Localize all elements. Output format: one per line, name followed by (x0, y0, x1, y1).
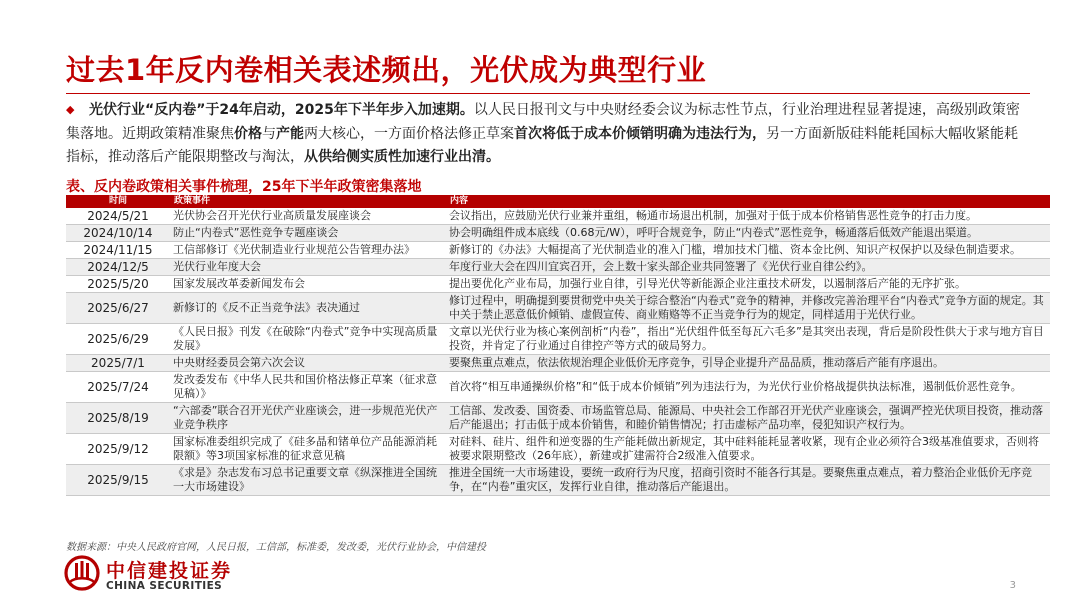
title-divider (66, 93, 1030, 94)
row-event: 新修订的《反不正当竞争法》表决通过 (170, 293, 446, 324)
row-event: “六部委”联合召开光伏产业座谈会，进一步规范光伏产业竞争秩序 (170, 403, 446, 434)
table-row (66, 434, 1050, 465)
lead-bold-1: 光伏行业“反内卷”于24年启动，2025年下半年步入加速期。 (89, 102, 474, 118)
events-table-body (66, 208, 1050, 496)
row-date: 2025/8/19 (66, 403, 170, 434)
row-content: 首次将“相互串通操纵价格”和“低于成本价倾销”列为违法行为，为光伏行业价格战提供执法标准，遏制低价恶性竞争。 (446, 372, 1050, 403)
row-date: 2024/10/14 (66, 225, 170, 242)
lead-text-8: 另一方面新版硅料能耗国标大幅收紧能耗指标，推动落后产能限期整改与淘汰， (66, 125, 1018, 165)
header-content: 内容 (446, 195, 1050, 208)
lead-paragraph (66, 98, 1028, 170)
lead-text-4: 与 (262, 125, 276, 142)
row-event: 光伏协会召开光伏行业高质量发展座谈会 (170, 208, 446, 225)
row-date: 2025/9/15 (66, 465, 170, 496)
row-event: 防止“内卷式”恶性竞争专题座谈会 (170, 225, 446, 242)
table-row (66, 225, 1050, 242)
lead-bold-3: 价格 (234, 125, 262, 142)
table-row (66, 242, 1050, 259)
row-event: 光伏行业年度大会 (170, 259, 446, 276)
header-date: 时间 (66, 195, 170, 208)
row-date: 2025/9/12 (66, 434, 170, 465)
lead-bold-9: 从供给侧实质性加速行业出清。 (304, 149, 500, 165)
row-content: 修订过程中，明确提到要贯彻党中央关于综合整治“内卷式”竞争的精神，并修改完善治理平台“内卷式”竞争方面的规定。其中关于禁止恶意低价倾销、虚假宣传、商业贿赂等不正当竞争行为的规定，同样适用于光伏行业。 (446, 293, 1050, 324)
row-event: 工信部修订《光伏制造业行业规范公告管理办法》 (170, 242, 446, 259)
table-row (66, 465, 1050, 496)
row-content: 对硅料、硅片、组件和逆变器的生产能耗做出新规定，其中硅料能耗显著收紧，现有企业必须符合3级基准值要求，否则将被要求限期整改（26年底），新建或扩建需符合2级准入值要求。 (446, 434, 1050, 465)
row-content: 会议指出，应鼓励光伏行业兼并重组，畅通市场退出机制，加强对于低于成本价格销售恶性竞争的打击力度。 (446, 208, 1050, 225)
row-content: 新修订的《办法》大幅提高了光伏制造业的准入门槛，增加技术门槛、资本金比例、知识产权保护以及绿色制造要求。 (446, 242, 1050, 259)
lead-bold-7: 首次将低于成本价倾销明确为违法行为， (514, 125, 766, 142)
diamond-bullet-icon: ◆ (66, 103, 75, 116)
row-content: 协会明确组件成本底线（0.68元/W），呼吁合规竞争，防止“内卷式”恶性竞争，畅通落后低效产能退出渠道。 (446, 225, 1050, 242)
row-date: 2025/7/1 (66, 355, 170, 372)
table-row (66, 208, 1050, 225)
page-title: 过去1年反内卷相关表述频出，光伏成为典型行业 (66, 53, 707, 87)
row-date: 2024/11/15 (66, 242, 170, 259)
logo-name-cn: 中信建投证券 (106, 560, 233, 582)
row-event: 国家标准委组织完成了《硅多晶和锗单位产品能源消耗限额》等3项国家标准的征求意见稿 (170, 434, 446, 465)
logo-name-en: CHINA SECURITIES (106, 580, 223, 592)
table-row (66, 293, 1050, 324)
row-date: 2024/5/21 (66, 208, 170, 225)
table-title: 表、反内卷政策相关事件梳理，25年下半年政策密集落地 (66, 179, 422, 195)
row-content: 要聚焦重点难点，依法依规治理企业低价无序竞争，引导企业提升产品品质，推动落后产能有序退出。 (446, 355, 1050, 372)
table-row (66, 403, 1050, 434)
table-row (66, 355, 1050, 372)
table-row (66, 324, 1050, 355)
row-event: 《人民日报》刊发《在破除“内卷式”竞争中实现高质量发展》 (170, 324, 446, 355)
lead-text-2: 以人民日报刊文与中央财经委会议为标志性节点，行业治理进程显著提速，高级别政策密集落地。近期政策精准聚焦 (66, 102, 1020, 142)
row-content: 工信部、发改委、国资委、市场监管总局、能源局、中央社会工作部召开光伏产业座谈会，强调严控光伏项目投资，推动落后产能退出；打击低于成本价销售，和睦价销售情况；打击虚标产品功率，侵犯知识产权行为。 (446, 403, 1050, 434)
lead-text-6: 两大核心，一方面价格法修正草案 (304, 125, 514, 142)
row-date: 2025/6/27 (66, 293, 170, 324)
page-number: 3 (1009, 580, 1016, 591)
lead-bold-5: 产能 (276, 125, 304, 142)
row-content: 推进全国统一大市场建设，要统一政府行为尺度，招商引资时不能各行其是。要聚焦重点难点，着力整治企业低价无序竞争，在“内卷”重灾区，发挥行业自律，推动落后产能退出。 (446, 465, 1050, 496)
row-content: 文章以光伏行业为核心案例剖析“内卷”，指出“光伏组件低至每瓦六毛多”是其突出表现，背后是阶段性供大于求与地方盲目投资，并肯定了行业通过自律控产等方式的破局努力。 (446, 324, 1050, 355)
events-table (66, 195, 1050, 496)
china-securities-logo-icon (64, 555, 100, 591)
row-event: 中央财经委员会第六次会议 (170, 355, 446, 372)
table-header-row (66, 195, 1050, 208)
table-row (66, 276, 1050, 293)
row-date: 2025/7/24 (66, 372, 170, 403)
row-event: 发改委发布《中华人民共和国价格法修正草案（征求意见稿）》 (170, 372, 446, 403)
table-row (66, 372, 1050, 403)
data-source-note: 数据来源：中央人民政府官网，人民日报，工信部，标准委，发改委，光伏行业协会，中信建投 (66, 542, 486, 553)
row-event: 《求是》杂志发布习总书记重要文章《纵深推进全国统一大市场建设》 (170, 465, 446, 496)
row-date: 2025/6/29 (66, 324, 170, 355)
row-content: 年度行业大会在四川宜宾召开，会上数十家头部企业共同签署了《光伏行业自律公约》。 (446, 259, 1050, 276)
row-event: 国家发展改革委新闻发布会 (170, 276, 446, 293)
row-content: 提出要优化产业布局，加强行业自律，引导光伏等新能源企业注重技术研发，以遏制落后产能的无序扩张。 (446, 276, 1050, 293)
row-date: 2025/5/20 (66, 276, 170, 293)
table-row (66, 259, 1050, 276)
row-date: 2024/12/5 (66, 259, 170, 276)
header-event: 政策事件 (170, 195, 446, 208)
